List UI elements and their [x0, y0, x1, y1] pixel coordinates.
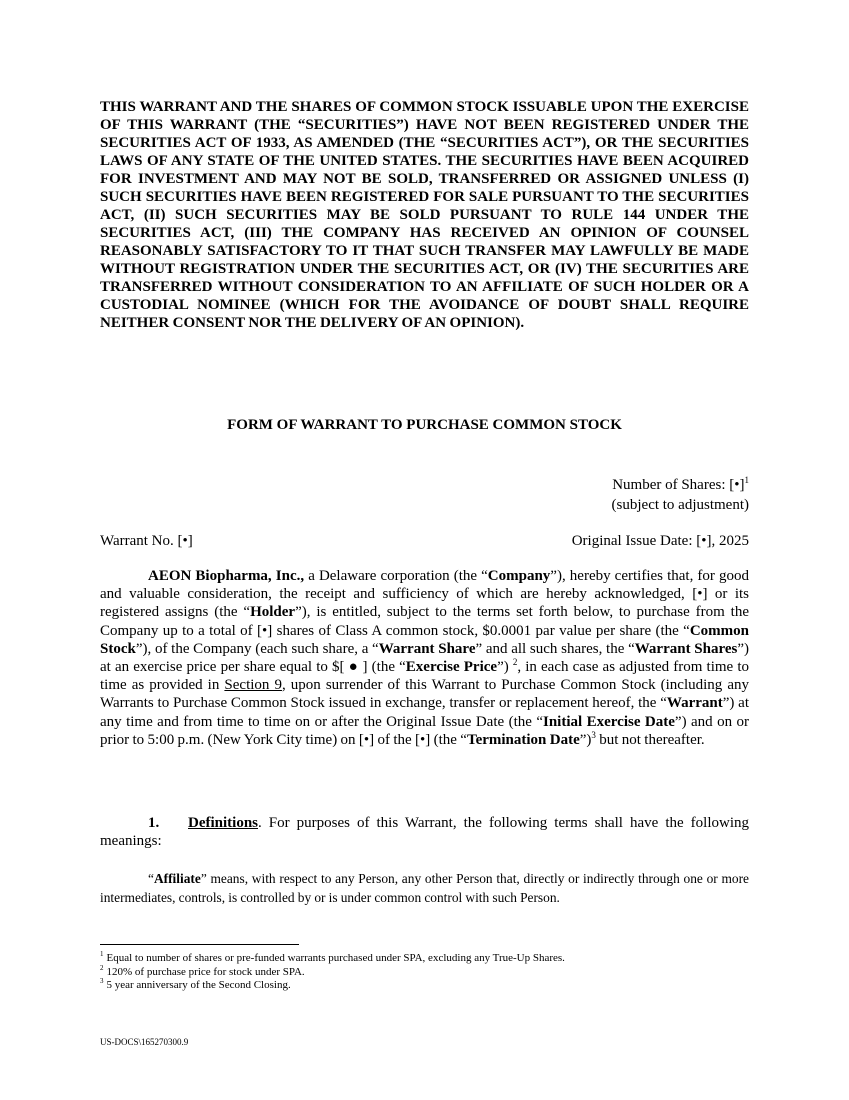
original-issue-date: Original Issue Date: [•], 2025: [571, 533, 749, 549]
footnotes: [100, 952, 749, 993]
company-name: AEON Biopharma, Inc.,: [148, 568, 305, 584]
section-9-link: Section 9: [224, 677, 282, 694]
document-title: FORM OF WARRANT TO PURCHASE COMMON STOCK: [227, 417, 622, 433]
preamble-paragraph: AEON Biopharma, Inc., a Delaware corporation (the “Company”), hereby certifies that, for good and valuable consideration, the receipt and sufficiency of which are hereby acknowledged, [•] or its registered assigns (the “Holder”), is entitled, subject to the terms set forth below, to purchase from the Company up to a total of [•] shares of Class A common stock, $0.0001 par value per share (the “Common Stock”), of the Company (each such share, a “Warrant Share” and all such shares, the “Warrant Shares”) at an exercise price per share equal to $[ ● ] (the “Exercise Price”) $^2$, in each case as adjusted from time to time as provided in Section 9, upon surrender of this Warrant to Purchase Common Stock (including any Warrants to Purchase Common Stock issued in exchange, transfer or replacement hereof, the “Warrant”) at any time and from time to time on or after the Original Issue Date (the “Initial Exercise Date”) and on or prior to 5:00 p.m. (New York City time) on [•] of the [•] (the “Termination Date”)$^3$ but not thereafter.: [100, 568, 750, 748]
footnote-ref-1: 1: [744, 475, 749, 485]
footnote-ref-2: 2: [512, 657, 518, 668]
number-of-shares-block: [100, 475, 749, 515]
warrant-number: Warrant No. [•]: [100, 533, 193, 549]
footnote-separator: [100, 944, 299, 945]
number-of-shares: Number of Shares: [•]$^1$: [612, 475, 749, 493]
defined-term-affiliate: Affiliate: [153, 871, 201, 886]
section-number: 1.: [148, 815, 160, 831]
footnote-2: $^2$ 120% of purchase price for stock under SPA.: [100, 963, 305, 978]
document-id: US-DOCS\165270300.9: [100, 1037, 189, 1047]
subject-to-adjustment: (subject to adjustment): [611, 497, 749, 513]
footnote-1: $^1$ Equal to number of shares or pre-funded warrants purchased under SPA, excluding any True-Up Shares.: [100, 950, 565, 964]
footnote-3: $^3$ 5 year anniversary of the Second Closing.: [100, 977, 291, 991]
restrictive-legend: THIS WARRANT AND THE SHARES OF COMMON STOCK ISSUABLE UPON THE EXERCISE OF THIS WARRANT (THE “SECURITIES”) HAVE NOT BEEN REGISTERED UNDER THE SECURITIES ACT OF 1933, AS AMENDED (THE “SECURITIES ACT”), OR THE SECURITIES LAWS OF ANY STATE OF THE UNITED STATES. THE SECURITIES HAVE BEEN ACQUIRED FOR INVESTMENT AND MAY NOT BE SOLD, TRANSFERRED OR ASSIGNED UNLESS (I) SUCH SECURITIES HAVE BEEN REGISTERED FOR SALE PURSUANT TO THE SECURITIES ACT, (II) SUCH SECURITIES MAY BE SOLD PURSUANT TO RULE 144 UNDER THE SECURITIES ACT, (III) THE COMPANY HAS RECEIVED AN OPINION OF COUNSEL REASONABLY SATISFACTORY TO IT THAT SUCH TRANSFER MAY LAWFULLY BE MADE WITHOUT REGISTRATION UNDER THE SECURITIES ACT, OR (IV) THE SECURITIES ARE TRANSFERRED WITHOUT CONSIDERATION TO AN AFFILIATE OF SUCH HOLDER OR A CUSTODIAL NOMINEE (WHICH FOR THE AVOIDANCE OF DOUBT SHALL REQUIRE NEITHER CONSENT NOR THE DELIVERY OF AN OPINION).: [100, 99, 749, 331]
footnote-ref-3: 3: [591, 729, 596, 740]
warrant-info-row: [100, 531, 749, 551]
section-1-definitions: 1. Definitions. For purposes of this Warrant, the following terms shall have the following meanings:: [100, 815, 749, 849]
section-heading: Definitions: [188, 815, 259, 831]
affiliate-definition: “Affiliate” means, with respect to any Person, any other Person that, directly or indirectly through one or more intermediates, controls, is controlled by or is under common control with such Person.: [100, 871, 749, 905]
